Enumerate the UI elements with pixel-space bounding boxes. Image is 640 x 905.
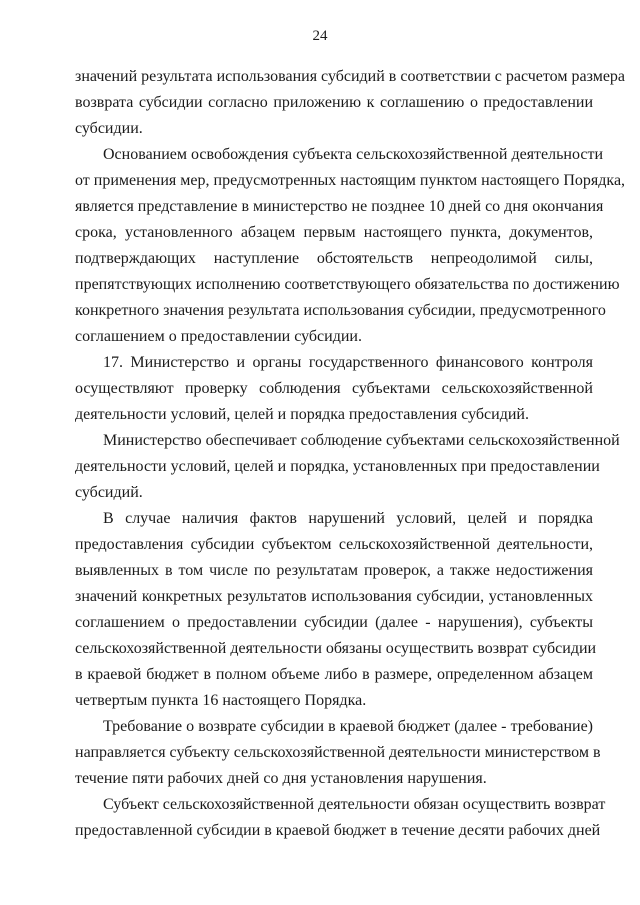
text-line: субсидии.: [75, 120, 143, 137]
text-line: направляется субъекту сельскохозяйственной деятельности министерством в: [75, 744, 601, 761]
paragraph: [75, 142, 626, 350]
text-line: Требование о возврате субсидии в краевой бюджет (далее - требование): [103, 718, 593, 735]
document-body: [75, 64, 626, 844]
text-line: осуществляют проверку соблюдения субъектами сельскохозяйственной: [75, 380, 593, 397]
paragraph: [75, 428, 620, 506]
text-line: Субъект сельскохозяйственной деятельности обязан осуществить возврат: [103, 796, 606, 813]
text-line: значений конкретных результатов использования субсидии, установленных: [75, 588, 593, 605]
text-line: от применения мер, предусмотренных настоящим пунктом настоящего Порядка,: [75, 172, 626, 189]
page-number: 24: [312, 28, 328, 44]
text-line: В случае наличия фактов нарушений условий, целей и порядка: [103, 510, 593, 527]
paragraph: [75, 714, 601, 792]
text-line: подтверждающих наступление обстоятельств непреодолимой силы,: [75, 250, 593, 267]
text-line: сельскохозяйственной деятельности обязаны осуществить возврат субсидии: [75, 640, 597, 657]
text-line: 17. Министерство и органы государственного финансового контроля: [103, 354, 593, 371]
text-line: выявленных в том числе по результатам проверок, а также недостижения: [75, 562, 593, 579]
paragraph: [75, 64, 626, 142]
text-line: соглашением о предоставлении субсидии (далее - нарушения), субъекты: [75, 614, 593, 631]
text-line: предоставления субсидии субъектом сельскохозяйственной деятельности,: [75, 536, 593, 553]
text-line: возврата субсидии согласно приложению к соглашению о предоставлении: [75, 94, 593, 111]
text-line: значений результата использования субсидий в соответствии с расчетом размера: [75, 68, 626, 85]
text-line: препятствующих исполнению соответствующего обязательства по достижению: [75, 276, 620, 293]
text-line: Основанием освобождения субъекта сельскохозяйственной деятельности: [103, 146, 604, 163]
paragraph: [75, 350, 593, 428]
paragraph: [75, 506, 597, 714]
text-line: срока, установленного абзацем первым настоящего пункта, документов,: [75, 224, 593, 241]
text-line: конкретного значения результата использования субсидии, предусмотренного: [75, 302, 606, 319]
text-line: в краевой бюджет в полном объеме либо в размере, определенном абзацем: [75, 666, 593, 683]
paragraph: [75, 792, 606, 844]
text-line: деятельности условий, целей и порядка предоставления субсидий.: [75, 406, 529, 423]
text-line: соглашением о предоставлении субсидии.: [75, 328, 362, 345]
text-line: предоставленной субсидии в краевой бюджет в течение десяти рабочих дней: [75, 822, 601, 839]
text-line: деятельности условий, целей и порядка, установленных при предоставлении: [75, 458, 600, 475]
text-line: Министерство обеспечивает соблюдение субъектами сельскохозяйственной: [103, 432, 620, 449]
text-line: течение пяти рабочих дней со дня установления нарушения.: [75, 770, 487, 787]
text-line: четвертым пункта 16 настоящего Порядка.: [75, 692, 367, 709]
text-line: является представление в министерство не позднее 10 дней со дня окончания: [75, 198, 604, 215]
text-line: субсидий.: [75, 484, 143, 501]
